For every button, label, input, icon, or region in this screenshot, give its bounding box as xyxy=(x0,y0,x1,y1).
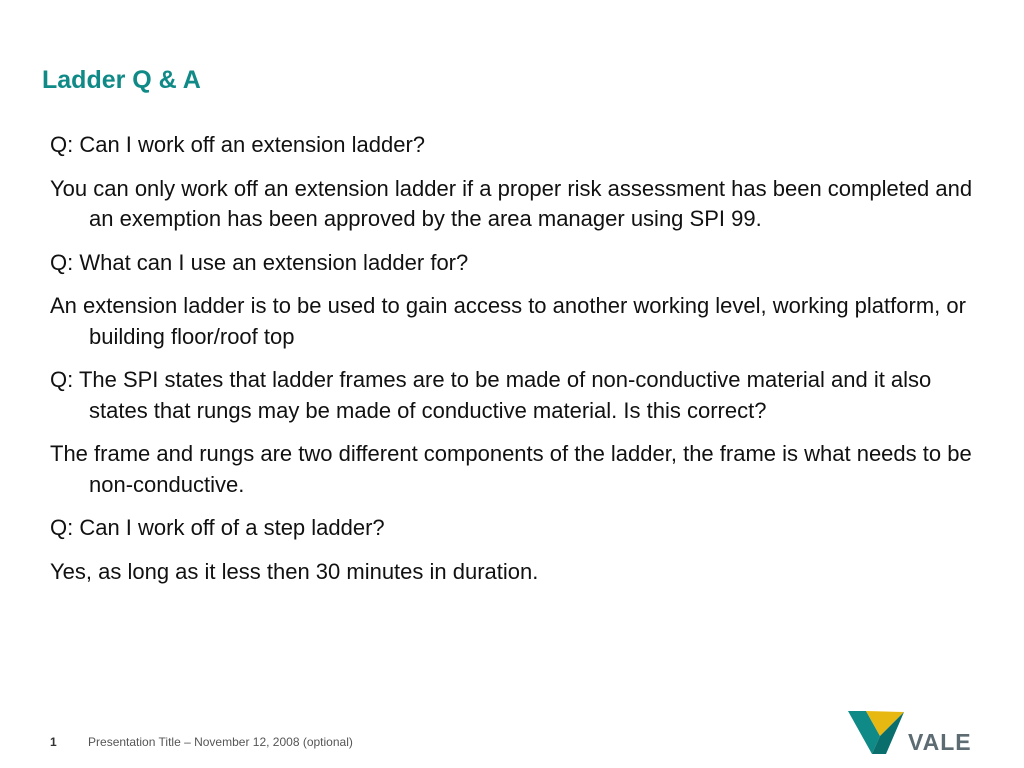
answer-1: You can only work off an extension ladder if a proper risk assessment has been completed and an exemption has been approved by the area manager using SPI 99. xyxy=(50,175,973,231)
answer-3: The frame and rungs are two different components of the ladder, the frame is what needs to be non-conductive. xyxy=(50,441,972,497)
slide-body xyxy=(50,130,980,600)
footer-text: Presentation Title – November 12, 2008 (optional) xyxy=(88,735,353,749)
page-number: 1 xyxy=(50,735,57,749)
question-2: Q: What can I use an extension ladder for? xyxy=(50,249,469,275)
answer-4: Yes, as long as it less then 30 minutes in duration. xyxy=(50,558,539,584)
answer-2: An extension ladder is to be used to gain access to another working level, working platform, or building floor/roof top xyxy=(50,293,966,349)
slide-title: Ladder Q & A xyxy=(42,66,201,94)
question-1: Q: Can I work off an extension ladder? xyxy=(50,132,426,157)
vale-logo-text: VALE xyxy=(908,729,972,755)
vale-logo-icon xyxy=(846,708,906,758)
slide-footer xyxy=(50,734,353,750)
vale-logo xyxy=(846,708,971,758)
question-3: Q: The SPI states that ladder frames are to be made of non-conductive material and it also states that rungs may be made of conductive material. Is this correct? xyxy=(50,367,932,423)
question-4: Q: Can I work off of a step ladder? xyxy=(50,515,385,540)
